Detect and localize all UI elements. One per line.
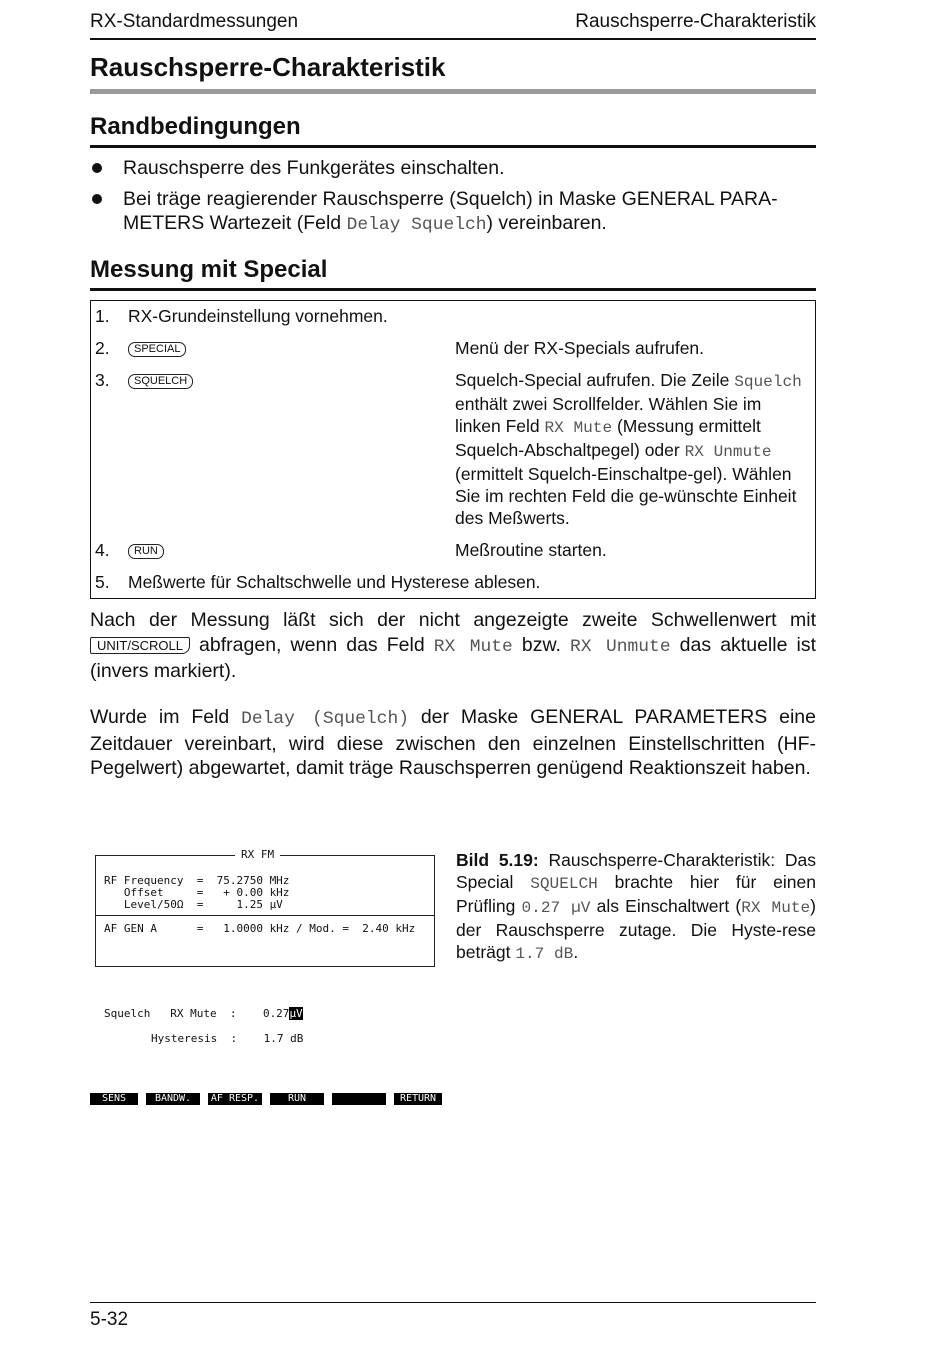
step-row: [91, 565, 815, 598]
code-value: 0.27 µV: [521, 899, 591, 917]
run-key[interactable]: RUN: [128, 544, 164, 559]
code-rx-mute: RX Mute: [741, 899, 811, 917]
step-number: 5.: [95, 572, 110, 592]
field-name-code: Delay Squelch: [346, 215, 487, 235]
header-chapter: RX-Standardmessungen: [90, 11, 299, 32]
softkey-empty[interactable]: [332, 1093, 386, 1105]
paragraph-scroll-note: Nach der Messung läßt sich der nicht angezeigte zweite Schwellenwert mit UNIT/SCROLL abfragen, wenn das Feld RX Mute bzw. RX Unmute das aktuelle ist (invers markiert).: [90, 609, 817, 682]
step-text: RX-Grundeinstellung vornehmen.: [128, 306, 388, 326]
screen-divider: [96, 915, 434, 916]
instrument-screen: [95, 848, 435, 967]
step-row: [91, 533, 815, 565]
code-squelch: Squelch: [734, 373, 802, 391]
squelch-key[interactable]: SQUELCH: [128, 374, 193, 389]
code-rx-unmute: RX Unmute: [570, 636, 671, 657]
af-gen-line: AF GEN A = 1.0000 kHz / Mod. = 2.40 kHz: [104, 922, 416, 935]
bullet-icon: [92, 163, 102, 173]
paragraph-delay-note: Wurde im Feld Delay (Squelch) der Maske GENERAL PARAMETERS eine Zeitdauer vereinbart, wird diese zwischen den einzelnen Einstellschritten (HF-Pegelwert) abgewartet, damit träge Rauschsperren genügend Reaktionszeit haben.: [90, 706, 816, 779]
code-rx-mute: RX Mute: [433, 636, 513, 657]
bullet-text: Bei träge reagierender Rauschsperre (Squelch) in Maske GENERAL PARA-METERS Wartezeit (Feld: [123, 188, 778, 234]
code-rx-mute: RX Mute: [544, 419, 613, 437]
offset-line: Offset = + 0.00 kHz: [104, 886, 290, 899]
page-number: 5-32: [90, 1309, 129, 1330]
conditions-list: [90, 156, 816, 244]
section-title-randbedingungen: Randbedingungen: [90, 113, 816, 148]
hysteresis-readout: Hysteresis : 1.7 dB: [151, 1032, 304, 1045]
code-delay-squelch: Delay (Squelch): [241, 709, 409, 729]
code-squelch: SQUELCH: [530, 875, 598, 893]
step-description: Meßroutine starten.: [455, 540, 607, 560]
special-key[interactable]: SPECIAL: [128, 342, 186, 357]
softkey-return[interactable]: RETURN: [394, 1093, 442, 1105]
header-section: Rauschsperre-Charakteristik: [575, 11, 816, 32]
squelch-readout: [104, 1007, 303, 1020]
caption-label: Bild 5.19:: [456, 850, 539, 870]
step-row: [91, 363, 815, 533]
step-description: Squelch-Special aufrufen. Die Zeile Squelch enthält zwei Scrollfelder. Wählen Sie im linken Feld RX Mute (Messung ermittelt Squelch-Abschaltpegel) oder RX Unmute (ermittelt Squelch-Einschaltpe-gel). Wählen Sie im rechten Feld die ge-wünschte Einheit des Meßwerts.: [455, 370, 802, 528]
bullet-icon: [92, 194, 102, 204]
list-item: [90, 156, 816, 180]
steps-table: [90, 300, 816, 599]
running-header: [90, 8, 816, 40]
step-number: 2.: [95, 338, 110, 358]
unit-field-selected[interactable]: µV: [289, 1007, 303, 1020]
squelch-value: Squelch RX Mute : 0.27: [104, 1007, 290, 1020]
softkey-bandw[interactable]: BANDW.: [146, 1093, 200, 1105]
step-number: 3.: [95, 370, 110, 390]
section-title-messung: Messung mit Special: [90, 256, 816, 291]
unit-scroll-key[interactable]: UNIT/SCROLL: [90, 637, 190, 654]
screen-title: RX FM: [235, 848, 280, 861]
softkey-bar: [90, 1093, 450, 1105]
page-title: Rauschsperre-Charakteristik: [90, 52, 816, 94]
step-number: 4.: [95, 540, 110, 560]
page-footer: [90, 1302, 816, 1331]
code-hysteresis: 1.7 dB: [515, 945, 574, 963]
bullet-text: ) vereinbaren.: [486, 212, 607, 234]
softkey-run[interactable]: RUN: [270, 1093, 324, 1105]
bullet-text: Rauschsperre des Funkgerätes einschalten.: [123, 157, 505, 179]
level-line: Level/50Ω = 1.25 µV: [104, 898, 283, 911]
softkey-sens[interactable]: SENS: [90, 1093, 138, 1105]
step-number: 1.: [95, 306, 110, 326]
figure-caption: Bild 5.19: Rauschsperre-Charakteristik: Das Special SQUELCH brachte hier für einen Prüfling 0.27 µV als Einschaltwert (RX Mute) der Rauschsperre zutage. Die Hyste-rese beträgt 1.7 dB.: [456, 850, 816, 963]
step-text: Meßwerte für Schaltschwelle und Hysterese ablesen.: [128, 572, 541, 592]
softkey-af-resp[interactable]: AF RESP.: [208, 1093, 262, 1105]
step-row: [91, 331, 815, 363]
code-rx-unmute: RX Unmute: [684, 443, 772, 461]
rf-frequency-line: RF Frequency = 75.2750 MHz: [104, 874, 290, 887]
step-description: Menü der RX-Specials aufrufen.: [455, 338, 705, 358]
step-row: [91, 301, 815, 331]
list-item: [90, 187, 816, 237]
